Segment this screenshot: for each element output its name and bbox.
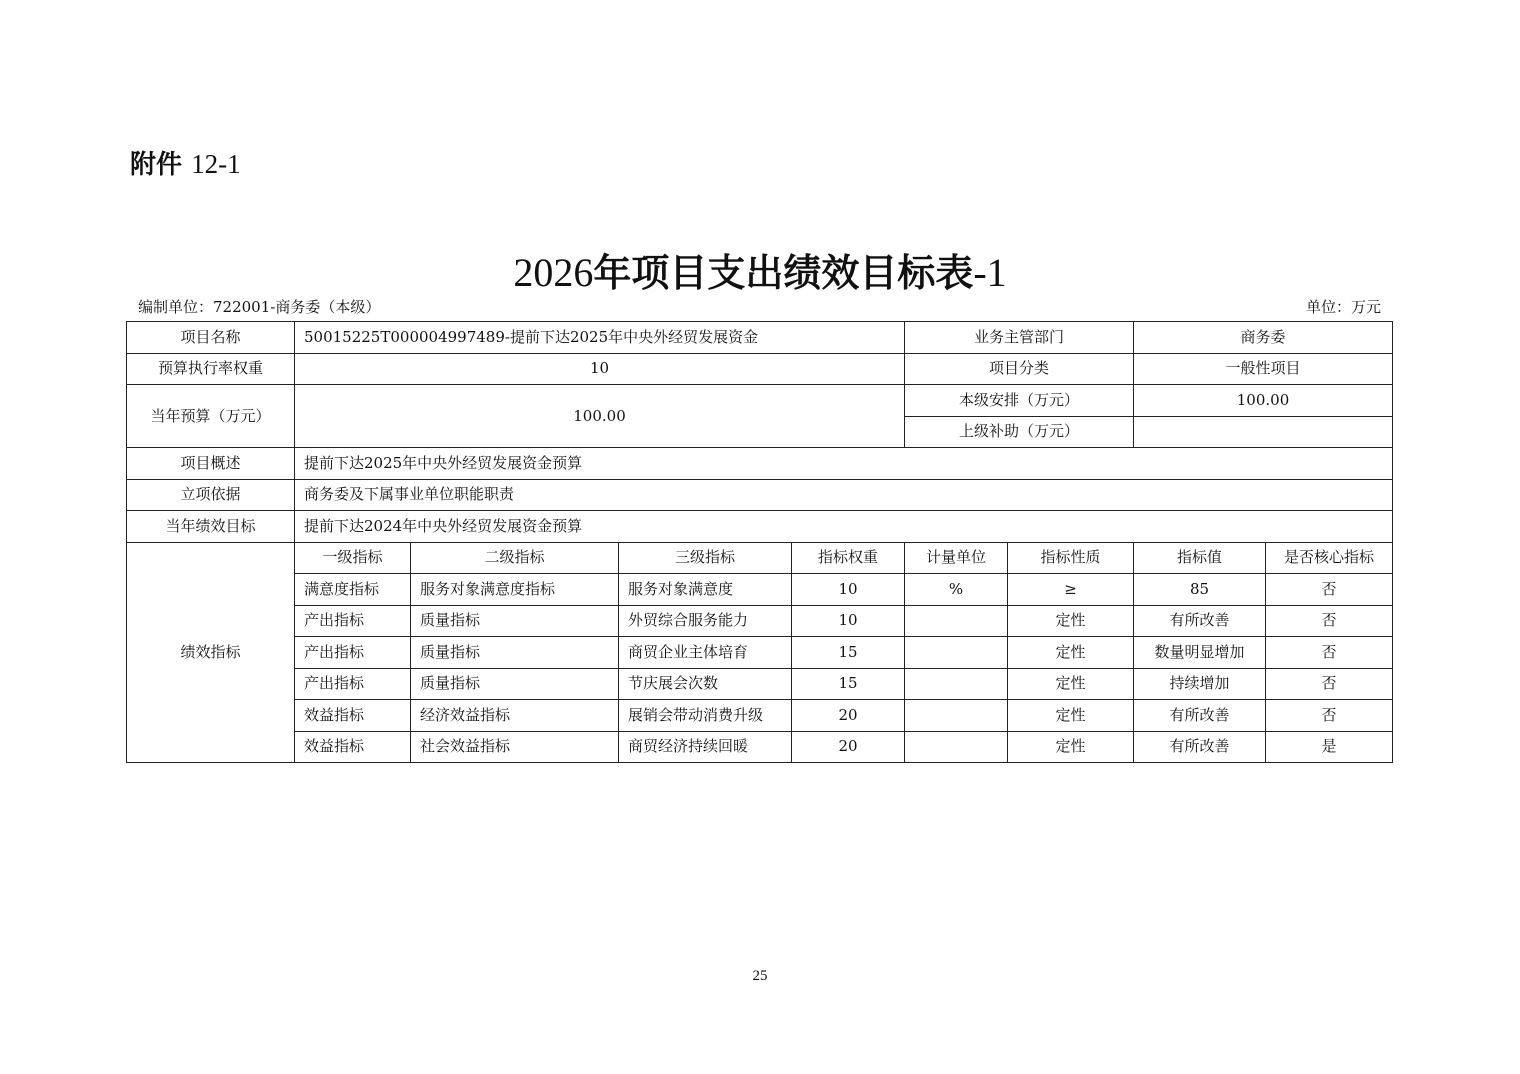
nature-cell: 定性 xyxy=(1008,731,1134,763)
table-row xyxy=(127,574,1393,606)
weight-cell: 20 xyxy=(792,700,905,732)
level3-cell: 商贸企业主体培育 xyxy=(619,637,792,669)
basis-label: 立项依据 xyxy=(127,479,295,511)
category-value: 一般性项目 xyxy=(1134,353,1393,385)
row-budget-local xyxy=(127,385,1393,417)
upper-value xyxy=(1134,416,1393,448)
header-unit: 计量单位 xyxy=(905,542,1008,574)
core-cell: 是 xyxy=(1266,731,1393,763)
level2-cell: 质量指标 xyxy=(411,637,619,669)
nature-cell: 定性 xyxy=(1008,700,1134,732)
level3-cell: 服务对象满意度 xyxy=(619,574,792,606)
level3-cell: 节庆展会次数 xyxy=(619,668,792,700)
overview-value: 提前下达2025年中央外经贸发展资金预算 xyxy=(295,448,1393,480)
value-cell: 85 xyxy=(1134,574,1266,606)
level3-cell: 展销会带动消费升级 xyxy=(619,700,792,732)
attachment-number: 12-1 xyxy=(191,149,241,179)
attachment-prefix: 附件 xyxy=(130,150,183,180)
table-row xyxy=(127,637,1393,669)
page-number: 25 xyxy=(752,968,768,984)
nature-cell: 定性 xyxy=(1008,668,1134,700)
unit-cell xyxy=(905,731,1008,763)
dept-value: 商务委 xyxy=(1134,322,1393,354)
table-row xyxy=(127,731,1393,763)
core-cell: 否 xyxy=(1266,700,1393,732)
attachment-label xyxy=(130,144,241,181)
level3-cell: 外贸综合服务能力 xyxy=(619,605,792,637)
performance-table xyxy=(126,321,1393,763)
page-title xyxy=(0,242,1520,297)
goal-value: 提前下达2024年中央外经贸发展资金预算 xyxy=(295,511,1393,543)
core-cell: 否 xyxy=(1266,605,1393,637)
header-weight: 指标权重 xyxy=(792,542,905,574)
core-cell: 否 xyxy=(1266,668,1393,700)
header-core: 是否核心指标 xyxy=(1266,542,1393,574)
unit-cell: % xyxy=(905,574,1008,606)
level2-cell: 质量指标 xyxy=(411,605,619,637)
header-level1: 一级指标 xyxy=(295,542,411,574)
overview-label: 项目概述 xyxy=(127,448,295,480)
level1-cell: 产出指标 xyxy=(295,668,411,700)
title-suffix: -1 xyxy=(973,250,1007,295)
core-cell: 否 xyxy=(1266,574,1393,606)
budget-value: 100.00 xyxy=(295,385,905,448)
level1-cell: 产出指标 xyxy=(295,637,411,669)
unit-cell xyxy=(905,637,1008,669)
level2-cell: 服务对象满意度指标 xyxy=(411,574,619,606)
header-nature: 指标性质 xyxy=(1008,542,1134,574)
header-value: 指标值 xyxy=(1134,542,1266,574)
weight-cell: 10 xyxy=(792,574,905,606)
title-text: 年项目支出绩效目标表 xyxy=(593,250,974,295)
dept-label: 业务主管部门 xyxy=(905,322,1134,354)
weight-cell: 15 xyxy=(792,668,905,700)
weight-cell: 10 xyxy=(792,605,905,637)
value-cell: 有所改善 xyxy=(1134,700,1266,732)
level1-cell: 产出指标 xyxy=(295,605,411,637)
row-weight xyxy=(127,353,1393,385)
indicator-section-label: 绩效指标 xyxy=(127,542,295,763)
weight-cell: 20 xyxy=(792,731,905,763)
row-project-name xyxy=(127,322,1393,354)
level3-cell: 商贸经济持续回暖 xyxy=(619,731,792,763)
level1-cell: 满意度指标 xyxy=(295,574,411,606)
weight-label: 预算执行率权重 xyxy=(127,353,295,385)
nature-cell: 定性 xyxy=(1008,637,1134,669)
header-level3: 三级指标 xyxy=(619,542,792,574)
compiling-unit: 编制单位：722001-商务委（本级） xyxy=(138,298,381,316)
nature-cell: ≥ xyxy=(1008,574,1134,606)
budget-label: 当年预算（万元） xyxy=(127,385,295,448)
row-goal xyxy=(127,511,1393,543)
table-row xyxy=(127,605,1393,637)
level2-cell: 质量指标 xyxy=(411,668,619,700)
value-cell: 有所改善 xyxy=(1134,605,1266,637)
unit-cell xyxy=(905,605,1008,637)
value-cell: 持续增加 xyxy=(1134,668,1266,700)
value-cell: 数量明显增加 xyxy=(1134,637,1266,669)
unit-cell xyxy=(905,700,1008,732)
goal-label: 当年绩效目标 xyxy=(127,511,295,543)
row-basis xyxy=(127,479,1393,511)
indicator-header-row xyxy=(127,542,1393,574)
unit-cell xyxy=(905,668,1008,700)
basis-value: 商务委及下属事业单位职能职责 xyxy=(295,479,1393,511)
row-overview xyxy=(127,448,1393,480)
category-label: 项目分类 xyxy=(905,353,1134,385)
local-value: 100.00 xyxy=(1134,385,1393,417)
value-cell: 有所改善 xyxy=(1134,731,1266,763)
project-name-value: 50015225T000004997489-提前下达2025年中央外经贸发展资金 xyxy=(295,322,905,354)
weight-cell: 15 xyxy=(792,637,905,669)
level2-cell: 经济效益指标 xyxy=(411,700,619,732)
level2-cell: 社会效益指标 xyxy=(411,731,619,763)
local-label: 本级安排（万元） xyxy=(905,385,1134,417)
upper-label: 上级补助（万元） xyxy=(905,416,1134,448)
table-row xyxy=(127,668,1393,700)
nature-cell: 定性 xyxy=(1008,605,1134,637)
header-level2: 二级指标 xyxy=(411,542,619,574)
level1-cell: 效益指标 xyxy=(295,700,411,732)
weight-value: 10 xyxy=(295,353,905,385)
currency-unit: 单位：万元 xyxy=(1305,298,1381,316)
core-cell: 否 xyxy=(1266,637,1393,669)
title-year: 2026 xyxy=(513,250,594,295)
table-row xyxy=(127,700,1393,732)
level1-cell: 效益指标 xyxy=(295,731,411,763)
project-name-label: 项目名称 xyxy=(127,322,295,354)
